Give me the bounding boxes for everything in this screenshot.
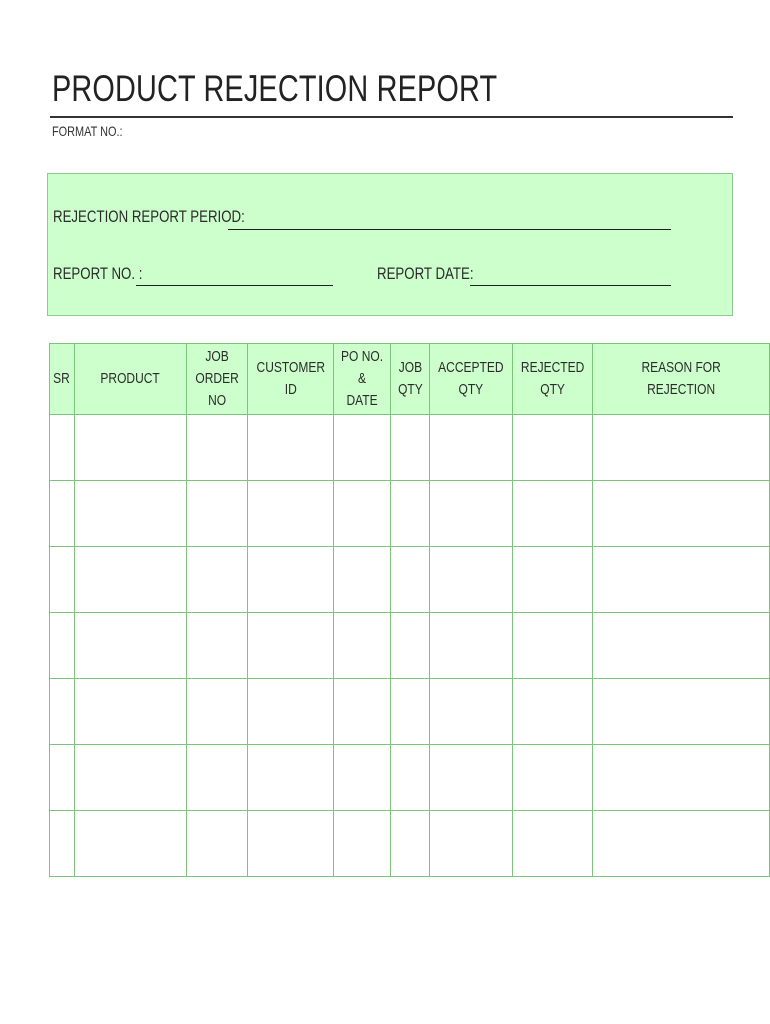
table-cell[interactable] xyxy=(429,547,512,613)
table-cell[interactable] xyxy=(50,613,75,679)
table-cell[interactable] xyxy=(74,811,186,877)
table-cell[interactable] xyxy=(247,547,334,613)
report-date-field[interactable] xyxy=(470,285,671,286)
table-row xyxy=(50,811,770,877)
header-accepted-qty: ACCEPTED QTY xyxy=(429,344,512,415)
table-cell[interactable] xyxy=(391,547,430,613)
table-cell[interactable] xyxy=(247,811,334,877)
table-cell[interactable] xyxy=(512,415,592,481)
table-row xyxy=(50,613,770,679)
table-row xyxy=(50,679,770,745)
table-cell[interactable] xyxy=(186,613,247,679)
table-cell[interactable] xyxy=(391,745,430,811)
table-cell[interactable] xyxy=(391,415,430,481)
table-cell[interactable] xyxy=(74,613,186,679)
table-cell[interactable] xyxy=(512,613,592,679)
table-cell[interactable] xyxy=(247,613,334,679)
report-date-label: REPORT DATE: xyxy=(377,264,474,283)
header-sr: SR xyxy=(50,344,75,415)
table-cell[interactable] xyxy=(247,679,334,745)
table-cell[interactable] xyxy=(186,745,247,811)
title-underline xyxy=(50,116,733,118)
table-cell[interactable] xyxy=(592,481,769,547)
table-row xyxy=(50,547,770,613)
table-cell[interactable] xyxy=(592,745,769,811)
header-reason-for-rejection: REASON FOR REJECTION xyxy=(592,344,769,415)
table-cell[interactable] xyxy=(391,679,430,745)
period-field[interactable] xyxy=(228,229,671,230)
table-cell[interactable] xyxy=(512,811,592,877)
table-cell[interactable] xyxy=(334,811,391,877)
table-cell[interactable] xyxy=(50,415,75,481)
table-cell[interactable] xyxy=(50,745,75,811)
report-no-field[interactable] xyxy=(136,285,333,286)
header-po-no-date: PO NO. & DATE xyxy=(334,344,391,415)
table-cell[interactable] xyxy=(512,481,592,547)
table-cell[interactable] xyxy=(334,745,391,811)
period-label: REJECTION REPORT PERIOD: xyxy=(53,207,245,226)
table-cell[interactable] xyxy=(429,811,512,877)
table-row xyxy=(50,745,770,811)
table-cell[interactable] xyxy=(74,745,186,811)
table-cell[interactable] xyxy=(512,547,592,613)
table-cell[interactable] xyxy=(429,481,512,547)
header-job-order-no: JOB ORDER NO xyxy=(186,344,247,415)
rejection-table xyxy=(49,343,770,877)
report-no-label: REPORT NO. : xyxy=(53,264,143,283)
table-cell[interactable] xyxy=(391,481,430,547)
page-title: PRODUCT REJECTION REPORT xyxy=(52,68,498,109)
table-row xyxy=(50,481,770,547)
table-cell[interactable] xyxy=(512,745,592,811)
table-cell[interactable] xyxy=(50,481,75,547)
table-cell[interactable] xyxy=(186,415,247,481)
table-cell[interactable] xyxy=(592,415,769,481)
table-cell[interactable] xyxy=(592,679,769,745)
table-cell[interactable] xyxy=(74,481,186,547)
table-cell[interactable] xyxy=(74,415,186,481)
table-cell[interactable] xyxy=(334,481,391,547)
table-cell[interactable] xyxy=(592,811,769,877)
table-cell[interactable] xyxy=(592,547,769,613)
table-cell[interactable] xyxy=(429,679,512,745)
header-customer-id: CUSTOMER ID xyxy=(247,344,334,415)
table-header-row xyxy=(50,344,770,415)
table-cell[interactable] xyxy=(429,613,512,679)
table-cell[interactable] xyxy=(334,547,391,613)
table-cell[interactable] xyxy=(247,481,334,547)
table-cell[interactable] xyxy=(186,547,247,613)
table-cell[interactable] xyxy=(186,481,247,547)
header-job-qty: JOB QTY xyxy=(391,344,430,415)
format-number-label: FORMAT NO.: xyxy=(52,123,123,139)
table-cell[interactable] xyxy=(334,415,391,481)
table-cell[interactable] xyxy=(391,613,430,679)
header-product: PRODUCT xyxy=(74,344,186,415)
table-cell[interactable] xyxy=(50,679,75,745)
table-row xyxy=(50,415,770,481)
table-cell[interactable] xyxy=(429,745,512,811)
table-cell[interactable] xyxy=(592,613,769,679)
table-cell[interactable] xyxy=(186,679,247,745)
table-cell[interactable] xyxy=(512,679,592,745)
table-cell[interactable] xyxy=(334,679,391,745)
table-cell[interactable] xyxy=(247,415,334,481)
table-cell[interactable] xyxy=(186,811,247,877)
table-cell[interactable] xyxy=(334,613,391,679)
header-rejected-qty: REJECTED QTY xyxy=(512,344,592,415)
table-cell[interactable] xyxy=(391,811,430,877)
table-cell[interactable] xyxy=(74,679,186,745)
table-cell[interactable] xyxy=(74,547,186,613)
table-cell[interactable] xyxy=(50,811,75,877)
table-cell[interactable] xyxy=(247,745,334,811)
report-info-box xyxy=(47,173,733,316)
table-cell[interactable] xyxy=(429,415,512,481)
table-cell[interactable] xyxy=(50,547,75,613)
